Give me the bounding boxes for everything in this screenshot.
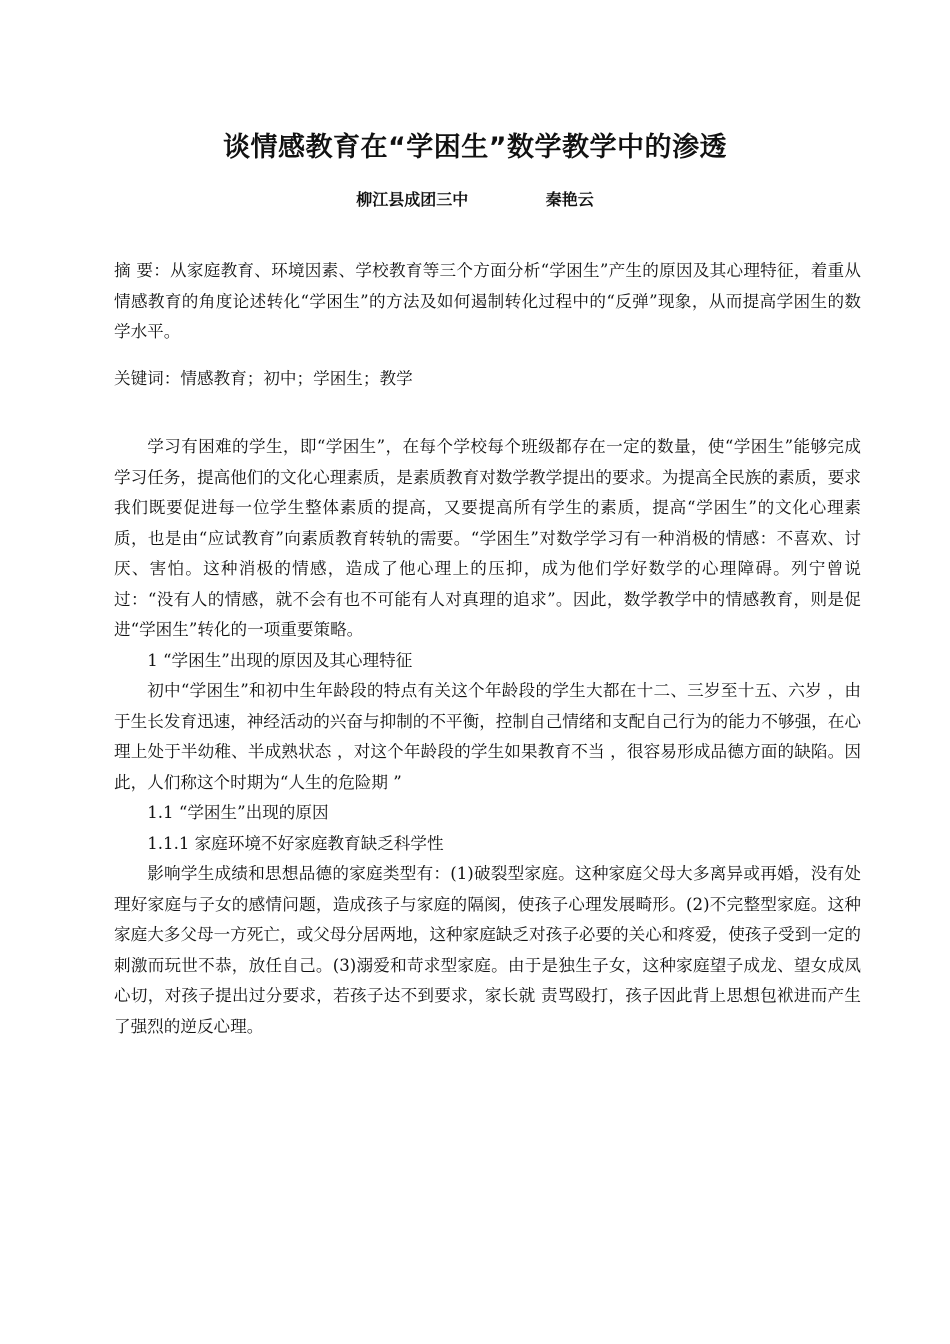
main-body	[114, 432, 861, 1042]
intro-paragraph: 学习有困难的学生，即“学困生”，在每个学校每个班级都存在一定的数量，使“学困生”能够完成学习任务，提高他们的文化心理素质，是素质教育对数学教学提出的要求。为提高全民族的素质，要求我们既要促进每一位学生整体素质的提高，又要提高所有学生的素质，提高“学困生”的文化心理素质，也是由“应试教育”向素质教育转轨的需要。“学困生”对数学学习有一种消极的情感：不喜欢、讨厌、害怕。这种消极的情感，造成了他心理上的压抑，成为他们学好数学的心理障碍。列宁曾说过：“没有人的情感，就不会有也不可能有人对真理的追求”。因此，数学教学中的情感教育，则是促进“学困生”转化的一项重要策略。	[114, 437, 861, 639]
section-1-paragraph: 初中“学困生”和初中生年龄段的特点有关这个年龄段的学生大都在十二、三岁至十五、六岁 ，由于生长发育迅速，神经活动的兴奋与抑制的不平衡，控制自己情绪和支配自己行为的能力不够强，在心理上处于半幼稚、半成熟状态 ，对这个年龄段的学生如果教育不当 ，很容易形成品德方面的缺陷。因此，人们称这个时期为“人生的危险期 ”	[114, 681, 861, 792]
section-heading-1-1: 1.1 “学困生”出现的原因	[147, 803, 329, 822]
abstract-text: 摘 要：从家庭教育、环境因素、学校教育等三个方面分析“学困生”产生的原因及其心理特征，着重从情感教育的角度论述转化“学困生”的方法及如何遏制转化过程中的“反弹”现象，从而提高学困生的数学水平。	[114, 261, 861, 341]
keywords-text: 关键词：情感教育；初中；学困生；教学	[114, 369, 413, 388]
keywords-section	[114, 364, 861, 395]
document-title: 谈情感教育在“学困生”数学教学中的渗透	[223, 132, 727, 163]
abstract-section	[114, 256, 861, 348]
section-1-1-1-paragraph: 影响学生成绩和思想品德的家庭类型有：(1)破裂型家庭。这种家庭父母大多离异或再婚，没有处理好家庭与子女的感情问题，造成孩子与家庭的隔阂，使孩子心理发展畸形。(2)不完整型家庭。这种家庭大多父母一方死亡，或父母分居两地，这种家庭缺乏对孩子必要的关心和疼爱，使孩子受到一定的刺激而玩世不恭，放任自己。(3)溺爱和苛求型家庭。由于是独生子女，这种家庭望子成龙、望女成凤心切，对孩子提出过分要求，若孩子达不到要求，家长就 责骂殴打，孩子因此背上思想包袱进而产生了强烈的逆反心理。	[114, 864, 861, 1036]
author-line	[0, 186, 950, 214]
section-heading-1: 1 “学困生”出现的原因及其心理特征	[147, 650, 413, 670]
author-school: 柳江县成团三中	[356, 190, 469, 209]
author-name: 秦艳云	[545, 190, 594, 209]
section-heading-1-1-1: 1.1.1 家庭环境不好家庭教育缺乏科学性	[147, 833, 444, 853]
